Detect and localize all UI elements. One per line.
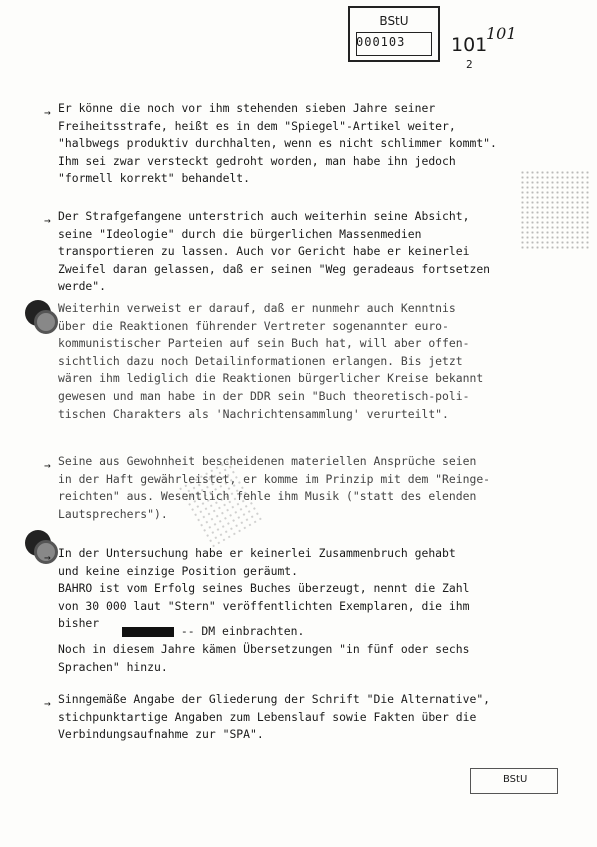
footer-stamp <box>470 768 558 794</box>
stamp-number: 000103 <box>356 35 406 49</box>
redacted-line <box>122 623 322 641</box>
archive-stamp <box>348 6 440 62</box>
paragraph-2: Der Strafgefangene unterstrich auch weiterhin seine Absicht, seine "Ideologie" durch die bürgerlichen Massenmedien transportieren zu lassen. Auch vor Gericht habe er keinerlei Zweifel daran gelassen, daß er seinen "Weg geradeaus fortsetzen werde". <box>58 209 491 294</box>
handwritten-page-number: 101 <box>486 24 517 43</box>
redaction-bar <box>122 627 174 637</box>
stamp-title: BStU <box>379 14 409 28</box>
bullet-arrow-icon: → <box>44 106 51 119</box>
footer-stamp-label: BStU <box>503 774 528 785</box>
paragraph-3: Weiterhin verweist er darauf, daß er nunmehr auch Kenntnis über die Reaktionen führender Vertreter sogenannter euro- kommunistischer Parteien auf sein Buch hat, will aber offen- sichtlich dazu noch Detailinformationen erlangen. Bis jetzt wären ihm lediglich die Reaktionen bürgerlicher Kreise bekannt gewesen und man habe in der DDR sein "Buch theoretisch-poli- tischen Charakters als 'Nachrichtensammlung' verurteilt". <box>58 301 484 421</box>
bullet-arrow-icon: → <box>44 697 51 710</box>
paragraph-4: Seine aus Gewohnheit bescheidenen materiellen Ansprüche seien in der Haft gewährleistet, er komme im Prinzip mit dem "Reinge- reichten" aus. Wesentlich fehle ihm Musik ("statt des elenden Lautsprechers"). <box>58 454 491 521</box>
redacted-suffix: -- DM einbrachten. <box>180 624 305 638</box>
page-number: 101 <box>451 34 488 56</box>
bullet-arrow-icon: → <box>44 214 51 227</box>
paragraph-5: In der Untersuchung habe er keinerlei Zusammenbruch gehabt und keine einzige Position geräumt. BAHRO ist vom Erfolg seines Buches überzeugt, nennt die Zahl von 30 000 laut "Stern" veröffentlichten Exemplaren, die ihm bisher <box>58 546 470 631</box>
paragraph-7: Sinngemäße Angabe der Gliederung der Schrift "Die Alternative", stichpunktartige Angaben zum Lebenslauf sowie Fakten über die Verbindungsaufnahme zur "SPA". <box>58 692 491 742</box>
bullet-arrow-icon: → <box>44 551 51 564</box>
punch-hole-icon <box>34 310 58 334</box>
page-sub-number: 2 <box>466 58 473 71</box>
paragraph-6: Noch in diesem Jahre kämen Übersetzungen "in fünf oder sechs Sprachen" hinzu. <box>58 642 470 674</box>
paragraph-1: Er könne die noch vor ihm stehenden sieben Jahre seiner Freiheitsstrafe, heißt es in dem "Spiegel"-Artikel weiter, "halbwegs produktiv durchhalten, wenn es nicht schlimmer kommt". Ihm sei zwar versteckt gedroht worden, man habe ihn jedoch "formell korrekt" behandelt. <box>58 101 497 186</box>
bullet-arrow-icon: → <box>44 459 51 472</box>
